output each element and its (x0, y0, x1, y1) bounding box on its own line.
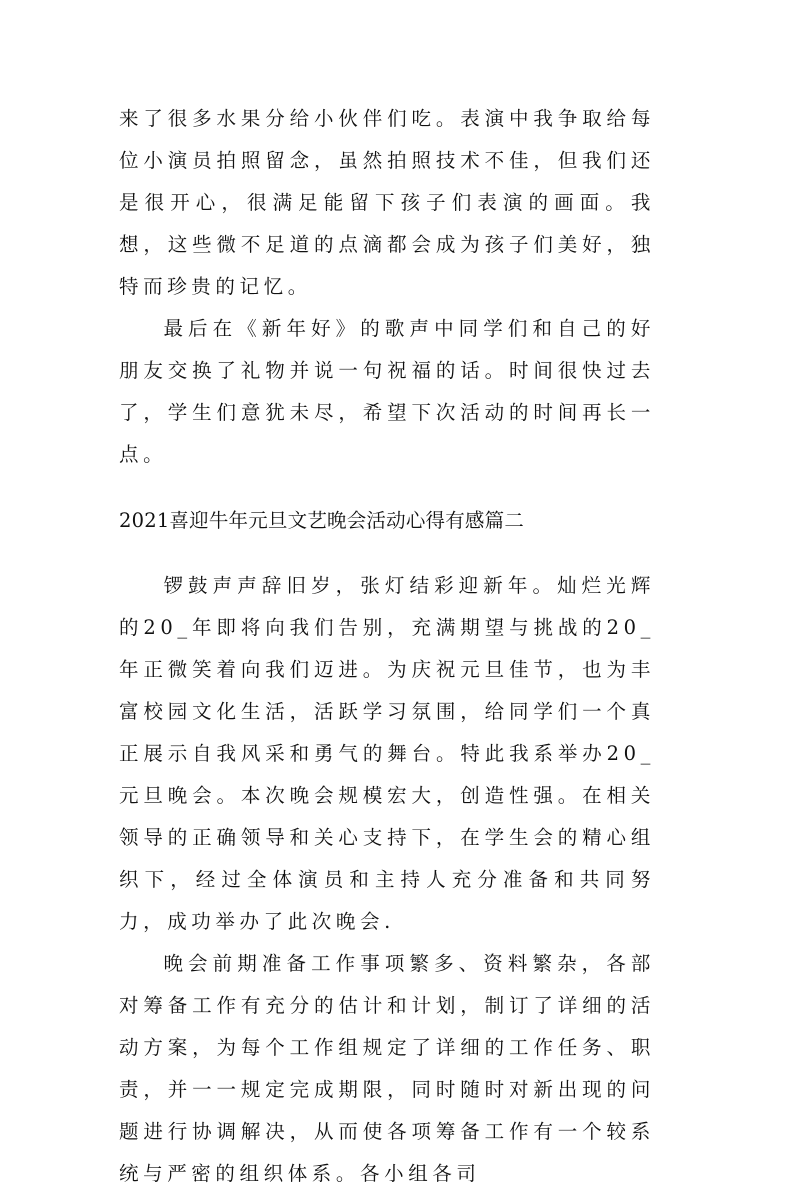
paragraph-intro: 锣鼓声声辞旧岁，张灯结彩迎新年。灿烂光辉的20_年即将向我们告别，充满期望与挑战的20_年正微笑着向我们迈进。为庆祝元旦佳节，也为丰富校园文化生活，活跃学习氛围，给同学们一个真正展示自我风采和勇气的舞台。特此我系举办20_元旦晚会。本次晚会规模宏大，创造性强。在相关领导的正确领导和关心支持下，在学生会的精心组织下，经过全体演员和主持人充分准备和共同努力，成功举办了此次晚会. (119, 574, 655, 933)
paragraph-preparation: 晚会前期准备工作事项繁多、资料繁杂，各部对筹备工作有充分的估计和计划，制订了详细的活动方案，为每个工作组规定了详细的工作任务、职责，并一一规定完成期限，同时随时对新出现的问题进行协调解决，从而使各项筹备工作有一个较系统与严密的组织体系。各小组各司 (119, 952, 655, 1185)
paragraph-closing: 最后在《新年好》的歌声中同学们和自己的好朋友交换了礼物并说一句祝福的话。时间很快过去了，学生们意犹未尽，希望下次活动的时间再长一点。 (119, 317, 655, 466)
document-body (119, 98, 655, 1195)
section-heading: 2021喜迎牛年元旦文艺晚会活动心得有感篇二 (119, 509, 525, 532)
paragraph-continued: 来了很多水果分给小伙伴们吃。表演中我争取给每位小演员拍照留念，虽然拍照技术不佳，但我们还是很开心，很满足能留下孩子们表演的画面。我想，这些微不足道的点滴都会成为孩子们美好，独特而珍贵的记忆。 (119, 107, 655, 298)
